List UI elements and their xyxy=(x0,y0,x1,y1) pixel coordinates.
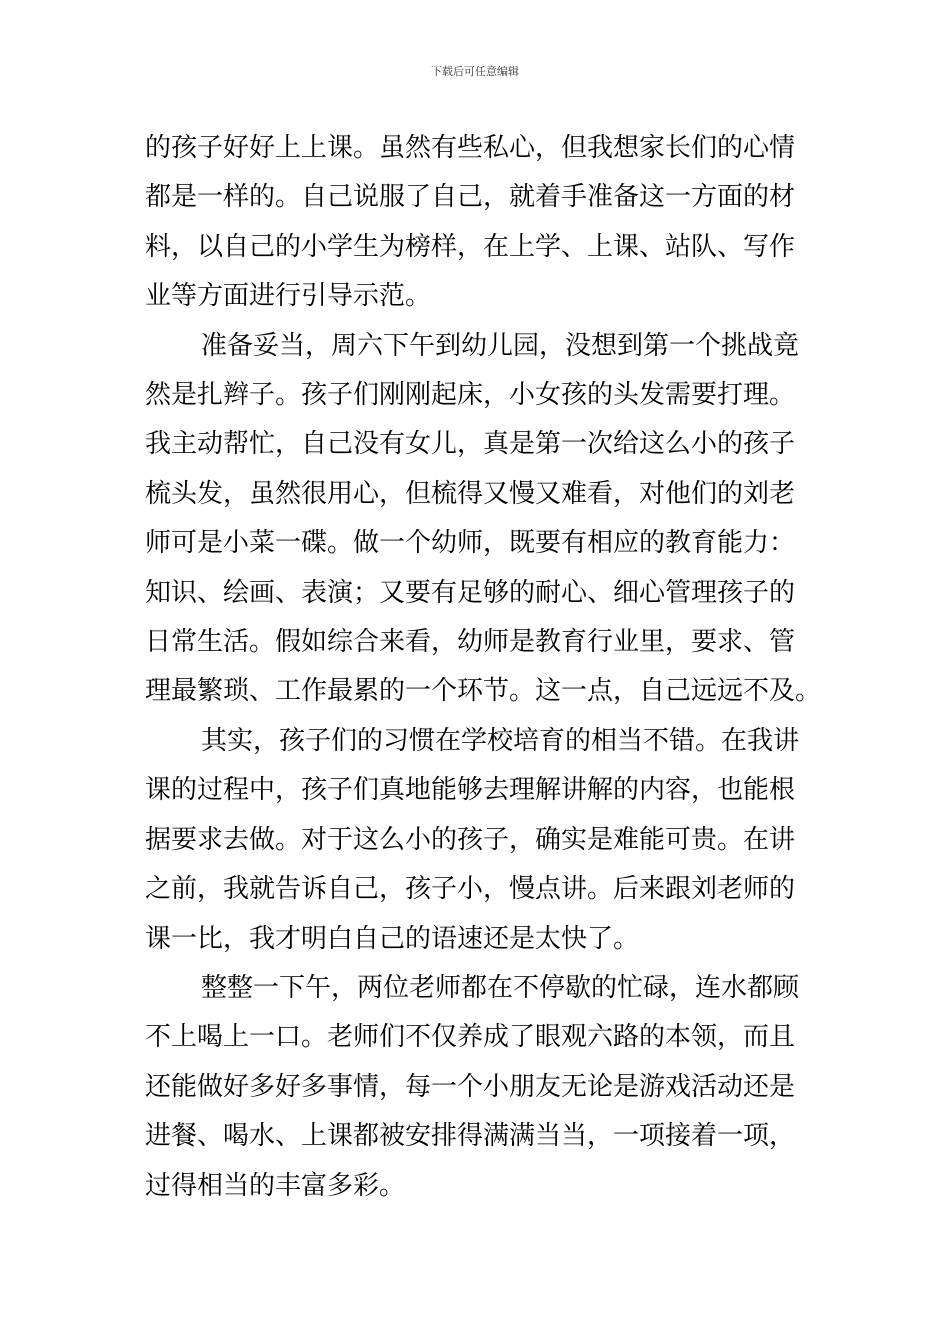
text-line: 的孩子好好上上课。虽然有些私心，但我想家长们的心情 xyxy=(145,133,796,163)
text-line: 课一比，我才明白自己的语速还是太快了。 xyxy=(145,923,640,954)
text-line: 进餐、喝水、上课都被安排得满满当当，一项接着一项， xyxy=(145,1121,796,1152)
text-line: 其实，孩子们的习惯在学校培育的相当不错。在我讲 xyxy=(201,725,800,756)
paragraph-3 xyxy=(145,717,810,964)
text-line: 还能做好多好多事情，每一个小朋友无论是游戏活动还是 xyxy=(145,1071,796,1102)
text-line: 然是扎辫子。孩子们刚刚起床，小女孩的头发需要打理。 xyxy=(145,380,796,411)
document-body xyxy=(145,124,822,1211)
text-line: 师可是小菜一碟。做一个幼师，既要有相应的教育能力： xyxy=(145,528,796,559)
text-line: 过得相当的丰富多彩。 xyxy=(145,1170,406,1201)
text-line: 我主动帮忙，自己没有女儿，真是第一次给这么小的孩子 xyxy=(145,429,796,460)
text-line: 不上喝上一口。老师们不仅养成了眼观六路的本领，而且 xyxy=(145,1022,796,1053)
text-line: 知识、绘画、表演；又要有足够的耐心、细心管理孩子的 xyxy=(145,577,796,608)
text-line: 理最繁琐、工作最累的一个环节。这一点，自己远远不及。 xyxy=(145,676,822,707)
text-line: 准备妥当，周六下午到幼儿园，没想到第一个挑战竟 xyxy=(201,330,800,361)
paragraph-4 xyxy=(145,964,810,1211)
text-line: 据要求去做。对于这么小的孩子，确实是难能可贵。在讲 xyxy=(145,824,796,855)
paragraph-2 xyxy=(145,322,822,717)
text-line: 整整一下午，两位老师都在不停歇的忙碌，连水都顾 xyxy=(201,972,800,1003)
text-line: 料，以自己的小学生为榜样，在上学、上课、站队、写作 xyxy=(145,231,796,262)
text-line: 都是一样的。自己说服了自己，就着手准备这一方面的材 xyxy=(145,182,796,213)
paragraph-1 xyxy=(145,124,810,322)
text-line: 梳头发，虽然很用心，但梳得又慢又难看，对他们的刘老 xyxy=(145,478,796,509)
text-line: 日常生活。假如综合来看，幼师是教育行业里，要求、管 xyxy=(145,627,796,658)
page-header: 下载后可任意编辑 xyxy=(431,65,519,78)
text-line: 之前，我就告诉自己，孩子小，慢点讲。后来跟刘老师的 xyxy=(145,874,796,905)
text-line: 业等方面进行引导示范。 xyxy=(145,281,432,312)
text-line: 课的过程中，孩子们真地能够去理解讲解的内容，也能根 xyxy=(145,775,796,806)
